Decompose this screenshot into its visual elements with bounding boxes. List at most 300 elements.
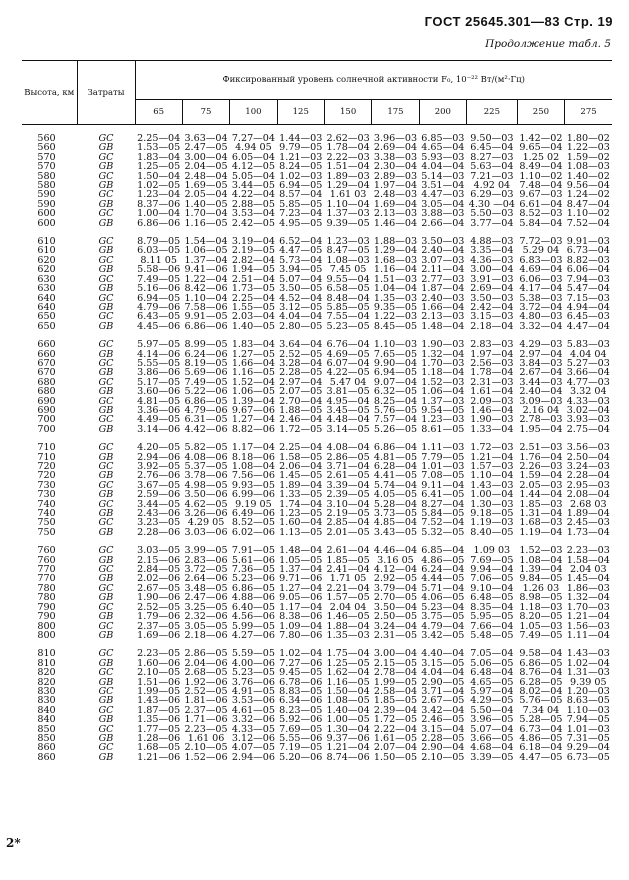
value-cell: 6.34—06: [279, 695, 323, 707]
cost-cell: GB: [98, 451, 114, 463]
value-cell: 1.08—04: [519, 554, 563, 566]
cost-cell: GB: [98, 629, 114, 641]
value-cell: 4.94 05: [235, 142, 272, 154]
value-cell: 4.49—05: [137, 414, 181, 426]
value-cell: 3.56—03: [566, 442, 610, 454]
value-cell: 1.02—03: [279, 170, 323, 182]
value-cell: 8.24—05: [279, 161, 323, 173]
value-cell: 5.28—04: [373, 498, 418, 510]
value-cell: 2.09—03: [470, 395, 514, 407]
value-cell: 8.47—05: [326, 245, 370, 257]
cost-cell: GB: [98, 732, 114, 744]
value-cell: 4.91—05: [231, 685, 275, 697]
value-cell: 1.10—04: [326, 198, 370, 210]
cost-cell: GC: [98, 685, 114, 697]
value-cell: 1.05—05: [279, 554, 323, 566]
value-cell: 3.81—05: [326, 386, 370, 398]
value-cell: 5.76—05: [519, 695, 563, 707]
value-cell: 1.02—04: [279, 648, 323, 660]
value-cell: 1.21—04: [326, 742, 370, 754]
value-cell: 1.25 02: [522, 151, 560, 163]
value-cell: 1.61 03: [329, 189, 367, 201]
value-cell: 7.69—05: [470, 554, 514, 566]
value-cell: 9.91—05: [184, 311, 228, 323]
value-cell: 1.72—03: [470, 442, 514, 454]
value-cell: 6.03—05: [137, 245, 181, 257]
value-cell: 7.27—04: [231, 133, 275, 144]
value-cell: 3.50—04: [373, 601, 418, 613]
value-cell: 1.45—05: [279, 470, 323, 482]
value-cell: 6.43—05: [137, 311, 181, 323]
value-cell: 9.07—04: [373, 376, 418, 388]
value-cell: 1.78—04: [326, 142, 370, 154]
value-cell: 2.40—04: [421, 245, 465, 257]
value-cell: 3.91—03: [470, 273, 514, 285]
value-cell: 7.69—05: [279, 723, 323, 735]
value-cell: 5.76—05: [373, 404, 418, 416]
value-cell: 2.28—05: [279, 367, 323, 379]
flux-level-header: 100: [230, 100, 277, 125]
value-cell: 9.41—06: [184, 264, 228, 276]
value-cell: 1.43—06: [137, 695, 181, 707]
value-cell: 4.20—05: [137, 442, 181, 454]
value-cell: 9.65—04: [519, 142, 563, 154]
height-cell: 560: [37, 142, 56, 154]
value-cell: 9.90—04: [373, 357, 418, 369]
value-cell: 2.04—05: [184, 161, 228, 173]
value-cell: 4.61—05: [231, 704, 275, 716]
cost-cell: GC: [98, 564, 114, 576]
height-cell: 850: [37, 723, 56, 735]
cost-cell: GC: [98, 742, 114, 754]
value-cell: 1.10—04: [184, 292, 228, 304]
value-cell: 5.26—05: [373, 423, 418, 435]
cost-cell: GC: [98, 133, 114, 144]
value-cell: 6.73—05: [566, 751, 610, 763]
value-cell: 5.73—04: [279, 254, 323, 266]
value-cell: 3.24—03: [566, 461, 610, 472]
value-cell: 3.72—05: [184, 564, 228, 576]
value-cell: 2.28—04: [566, 470, 610, 482]
cost-cell: GC: [98, 723, 114, 735]
value-cell: 1.97—04: [470, 348, 514, 360]
value-cell: 1.92—06: [184, 676, 228, 688]
value-cell: 2.41—04: [326, 564, 370, 576]
value-cell: 5.59—05: [231, 648, 275, 660]
value-cell: 2.30—04: [373, 161, 418, 173]
value-cell: 5.05—04: [231, 170, 275, 182]
value-cell: 7.08—05: [421, 470, 465, 482]
value-cell: 4.86—05: [421, 554, 465, 566]
height-cell: 560: [37, 133, 56, 144]
height-cell: 690: [37, 395, 56, 407]
value-cell: 9.54—05: [421, 404, 465, 416]
value-cell: 2.62—03: [326, 133, 370, 144]
value-cell: 8.02—04: [519, 685, 563, 697]
value-cell: 4.47—04: [566, 320, 610, 332]
height-cell: 780: [37, 582, 56, 594]
value-cell: 2.48—04: [184, 170, 228, 182]
value-cell: 4.00—06: [231, 657, 275, 669]
value-cell: 5.61—06: [231, 554, 275, 566]
value-cell: 9.37—06: [326, 732, 370, 744]
value-cell: 1.60—06: [137, 657, 181, 669]
value-cell: 4.48—04: [326, 414, 370, 426]
solar-activity-header: Фиксированный уровень солнечной активности F₀, 10⁻²² Вт/(м²·Гц): [135, 61, 612, 100]
value-cell: 3.73—05: [373, 508, 418, 520]
value-cell: 1.66—04: [231, 357, 275, 369]
value-cell: 1.51—04: [326, 161, 370, 173]
value-cell: 2.84—05: [137, 564, 181, 576]
value-cell: 2.13—03: [421, 311, 465, 323]
cost-cell: GB: [98, 404, 114, 416]
value-cell: 2.76—06: [137, 470, 181, 482]
value-cell: 1.54—04: [184, 236, 228, 248]
value-cell: 5.82—05: [184, 442, 228, 454]
cost-cell: GC: [98, 545, 114, 557]
value-cell: 1.53—05: [137, 142, 181, 154]
height-cell: 790: [37, 611, 56, 623]
value-cell: 1.08—03: [326, 254, 370, 266]
value-cell: 8.38—06: [279, 611, 323, 623]
value-cell: 3.19—04: [231, 236, 275, 248]
value-cell: 1.52—06: [184, 751, 228, 763]
value-cell: 2.39—05: [326, 489, 370, 501]
value-cell: 9.93—05: [231, 479, 275, 491]
value-cell: 3.28—04: [279, 357, 323, 369]
value-cell: 2.42—05: [231, 217, 275, 229]
height-cell: 800: [37, 620, 56, 632]
value-cell: 3.88—03: [421, 208, 465, 220]
value-cell: 1.17—04: [279, 601, 323, 613]
value-cell: 2.94—06: [231, 751, 275, 763]
value-cell: 9.19 05: [235, 498, 272, 510]
value-cell: 3.44—05: [137, 498, 181, 510]
value-cell: 1.28—06: [137, 732, 181, 744]
value-cell: 1.30—03: [470, 498, 514, 510]
cost-cell: GB: [98, 320, 114, 332]
value-cell: 6.24—04: [421, 564, 465, 576]
value-cell: 1.05—03: [519, 620, 563, 632]
value-cell: 8.45—05: [373, 320, 418, 332]
value-cell: 6.86—06: [137, 217, 181, 229]
value-cell: 9.67—03: [519, 189, 563, 201]
value-cell: 1.71 05: [329, 573, 367, 585]
height-cell: 580: [37, 170, 56, 182]
value-cell: 1.30—04: [326, 723, 370, 735]
value-cell: 2.25—04: [231, 292, 275, 304]
value-cell: 1.95—04: [519, 423, 563, 435]
value-cell: 6.06—03: [519, 273, 563, 285]
value-cell: 2.92—05: [373, 573, 418, 585]
value-cell: 7.31—05: [566, 732, 610, 744]
value-cell: 2.28—06: [137, 526, 181, 538]
value-cell: 5.23—06: [231, 573, 275, 585]
value-cell: 1.31—04: [519, 508, 563, 520]
height-cell: 760: [37, 554, 56, 566]
value-cell: 2.95—03: [566, 479, 610, 491]
height-cell: 610: [37, 245, 56, 257]
height-cell: 670: [37, 357, 56, 369]
value-cell: 7.55—04: [326, 311, 370, 323]
value-cell: 1.40—04: [326, 704, 370, 716]
value-cell: 1.10—02: [566, 208, 610, 220]
value-cell: 5.32—05: [421, 526, 465, 538]
value-cell: 1.16—05: [231, 367, 275, 379]
value-cell: 1.69—04: [373, 198, 418, 210]
value-cell: 3.00—04: [373, 648, 418, 660]
value-cell: 3.99—05: [184, 545, 228, 557]
value-cell: 6.86—06: [184, 320, 228, 332]
value-cell: 3.15—05: [421, 657, 465, 669]
value-cell: 3.39—05: [470, 751, 514, 763]
value-cell: 1.73—04: [566, 526, 610, 538]
value-cell: 1.85—05: [373, 695, 418, 707]
value-cell: 8.40—05: [470, 526, 514, 538]
value-cell: 7.36—05: [231, 564, 275, 576]
height-cell: 720: [37, 461, 56, 472]
cost-cell: GC: [98, 414, 114, 426]
value-cell: 6.32—05: [373, 386, 418, 398]
height-cell: 760: [37, 545, 56, 557]
value-cell: 4.85—04: [373, 517, 418, 529]
value-cell: 1.52—03: [421, 376, 465, 388]
value-cell: 4.40—04: [421, 648, 465, 660]
value-cell: 8.76—04: [519, 667, 563, 679]
value-cell: 1.73—05: [231, 283, 275, 295]
value-cell: 7.21—03: [470, 170, 514, 182]
value-cell: 8.37—06: [137, 198, 181, 210]
cost-cell: GC: [98, 442, 114, 454]
value-cell: 7.72—03: [519, 236, 563, 248]
value-cell: 1.39—04: [519, 564, 563, 576]
height-cell: 730: [37, 489, 56, 501]
value-cell: 1.87—04: [421, 283, 465, 295]
value-cell: 3.64—04: [279, 339, 323, 351]
cost-cell: GB: [98, 180, 114, 192]
value-cell: 9.56—04: [566, 180, 610, 192]
height-cell: 640: [37, 301, 56, 313]
cost-cell: GC: [98, 620, 114, 632]
value-cell: 4.06—05: [421, 592, 465, 604]
cost-cell: GB: [98, 508, 114, 520]
page-header: ГОСТ 25645.301—83 Стр. 19: [424, 14, 613, 29]
value-cell: 3.93—03: [566, 414, 610, 426]
table-row: [22, 753, 612, 762]
value-cell: 3.79—04: [373, 582, 418, 594]
value-cell: 8.61—05: [421, 423, 465, 435]
value-cell: 7.80—06: [279, 629, 323, 641]
value-cell: 2.37—05: [137, 620, 181, 632]
value-cell: 3.32 04: [569, 386, 607, 398]
cost-cell: GC: [98, 208, 114, 220]
value-cell: 1.37—03: [326, 208, 370, 220]
value-cell: 3.53—06: [231, 695, 275, 707]
value-cell: 4.69—05: [326, 348, 370, 360]
value-cell: 4.08—04: [326, 442, 370, 454]
value-cell: 9.35—05: [373, 301, 418, 313]
value-cell: 8.19—05: [184, 357, 228, 369]
value-cell: 2.07—05: [279, 386, 323, 398]
value-cell: 3.12—06: [231, 732, 275, 744]
value-cell: 5.16—06: [137, 283, 181, 295]
value-cell: 6.94—05: [373, 367, 418, 379]
value-cell: 5.95—05: [470, 611, 514, 623]
value-cell: 6.86—05: [519, 657, 563, 669]
value-cell: 1.01—03: [421, 461, 465, 472]
value-cell: 1.27—04: [231, 414, 275, 426]
value-cell: 2.67—05: [137, 582, 181, 594]
height-cell: 830: [37, 695, 56, 707]
value-cell: 4.68—04: [470, 742, 514, 754]
value-cell: 2.46—05: [421, 714, 465, 726]
value-cell: 1.80—02: [566, 133, 610, 144]
value-cell: 4.07—05: [231, 742, 275, 754]
cost-cell: GB: [98, 526, 114, 538]
value-cell: 1.85—03: [519, 498, 563, 510]
table-row: [22, 425, 612, 434]
value-cell: 6.31—05: [184, 414, 228, 426]
flux-level-header: 225: [467, 100, 518, 125]
value-cell: 4.98—05: [184, 479, 228, 491]
value-cell: 3.86—06: [137, 367, 181, 379]
value-cell: 1.40—05: [184, 198, 228, 210]
value-cell: 4.81—05: [373, 451, 418, 463]
value-cell: 2.85—04: [326, 517, 370, 529]
value-cell: 8.35—04: [470, 601, 514, 613]
value-cell: 2.61—04: [326, 545, 370, 557]
value-cell: 1.40—05: [231, 320, 275, 332]
value-cell: 1.10—03: [566, 704, 610, 716]
value-cell: 6.48—05: [470, 592, 514, 604]
height-cell: 770: [37, 564, 56, 576]
value-cell: 1.68—03: [373, 254, 418, 266]
value-cell: 9.39—05: [326, 217, 370, 229]
value-cell: 1.46—05: [326, 611, 370, 623]
value-cell: 3.14—06: [137, 423, 181, 435]
value-cell: 1.32—04: [421, 348, 465, 360]
value-cell: 9.71—06: [279, 573, 323, 585]
value-cell: 2.51—03: [519, 442, 563, 454]
value-cell: 1.04—04: [373, 283, 418, 295]
value-cell: 1.10—02: [519, 170, 563, 182]
value-cell: 6.94—05: [137, 292, 181, 304]
value-cell: 2.97—04: [279, 376, 323, 388]
value-cell: 7.52—04: [566, 217, 610, 229]
value-cell: 2.32—06: [184, 611, 228, 623]
value-cell: 3.45—05: [326, 404, 370, 416]
cost-cell: GC: [98, 170, 114, 182]
value-cell: 1.11—03: [421, 442, 465, 454]
value-cell: 5.27—03: [566, 357, 610, 369]
value-cell: 1.62—04: [326, 667, 370, 679]
value-cell: 8.23—05: [279, 704, 323, 716]
value-cell: 1.46—04: [373, 217, 418, 229]
value-cell: 4.52—04: [279, 292, 323, 304]
value-cell: 8.63—05: [566, 695, 610, 707]
height-cell: 830: [37, 685, 56, 697]
value-cell: 1.23—03: [326, 236, 370, 248]
value-cell: 3.71—04: [326, 461, 370, 472]
page-footer-mark: 2*: [6, 836, 21, 850]
value-cell: 2.70—04: [279, 395, 323, 407]
value-cell: 5.50—04: [470, 704, 514, 716]
height-cell: 710: [37, 451, 56, 463]
value-cell: 2.05—04: [184, 189, 228, 201]
value-cell: 2.78—04: [373, 667, 418, 679]
value-cell: 1.21—04: [566, 611, 610, 623]
height-cell: 690: [37, 404, 56, 416]
value-cell: 1.13—05: [279, 526, 323, 538]
value-cell: 1.88—05: [279, 404, 323, 416]
value-cell: 8.79—05: [137, 236, 181, 248]
value-cell: 5.22—06: [184, 386, 228, 398]
value-cell: 1.18—04: [421, 367, 465, 379]
value-cell: 3.00—04: [184, 151, 228, 163]
value-cell: 3.05—05: [184, 620, 228, 632]
value-cell: 4.42—06: [184, 423, 228, 435]
value-cell: 4.14—06: [137, 348, 181, 360]
value-cell: 4.47—03: [421, 189, 465, 201]
value-cell: 2.45—03: [566, 517, 610, 529]
value-cell: 1.08—03: [566, 161, 610, 173]
value-cell: 5.28—05: [519, 714, 563, 726]
height-cell: 700: [37, 423, 56, 435]
value-cell: 2.23—03: [566, 545, 610, 557]
value-cell: 1.23—04: [137, 189, 181, 201]
cost-cell: GC: [98, 704, 114, 716]
cost-cell: GC: [98, 498, 114, 510]
value-cell: 2.83—06: [184, 554, 228, 566]
height-cell: 720: [37, 470, 56, 482]
value-cell: 1.50—04: [326, 685, 370, 697]
value-cell: 6.83—03: [519, 254, 563, 266]
value-cell: 5.37—05: [184, 461, 228, 472]
value-cell: 6.94—05: [279, 180, 323, 192]
value-cell: 3.26—06: [184, 508, 228, 520]
cost-cell: GB: [98, 301, 114, 313]
value-cell: 3.67—05: [137, 479, 181, 491]
value-cell: 3.76—06: [231, 676, 275, 688]
value-cell: 9.45—05: [279, 667, 323, 679]
value-cell: 9.50—03: [470, 133, 514, 144]
value-cell: 2.39—04: [373, 704, 418, 716]
value-cell: 4.69—04: [519, 264, 563, 276]
value-cell: 1.77—05: [137, 723, 181, 735]
value-cell: 2.52—05: [184, 685, 228, 697]
cost-cell: GB: [98, 657, 114, 669]
value-cell: 5.97—04: [470, 685, 514, 697]
value-cell: 4.17—04: [519, 283, 563, 295]
value-cell: 4.56—06: [231, 611, 275, 623]
height-cell: 840: [37, 714, 56, 726]
value-cell: 3.15—03: [470, 311, 514, 323]
value-cell: 4.47—05: [519, 751, 563, 763]
cost-cell: GB: [98, 611, 114, 623]
value-cell: 9.29—04: [566, 742, 610, 754]
value-cell: 4.04—04: [421, 667, 465, 679]
height-cell: 660: [37, 348, 56, 360]
value-cell: 2.94—06: [137, 451, 181, 463]
cost-cell: GB: [98, 142, 114, 154]
value-cell: 1.94—05: [231, 264, 275, 276]
value-cell: 4.62—05: [184, 498, 228, 510]
value-cell: 1.00—04: [470, 489, 514, 501]
value-cell: 1.88—03: [373, 236, 418, 248]
value-cell: 8.82—03: [566, 254, 610, 266]
cost-cell: GC: [98, 601, 114, 613]
value-cell: 5.83—03: [566, 339, 610, 351]
